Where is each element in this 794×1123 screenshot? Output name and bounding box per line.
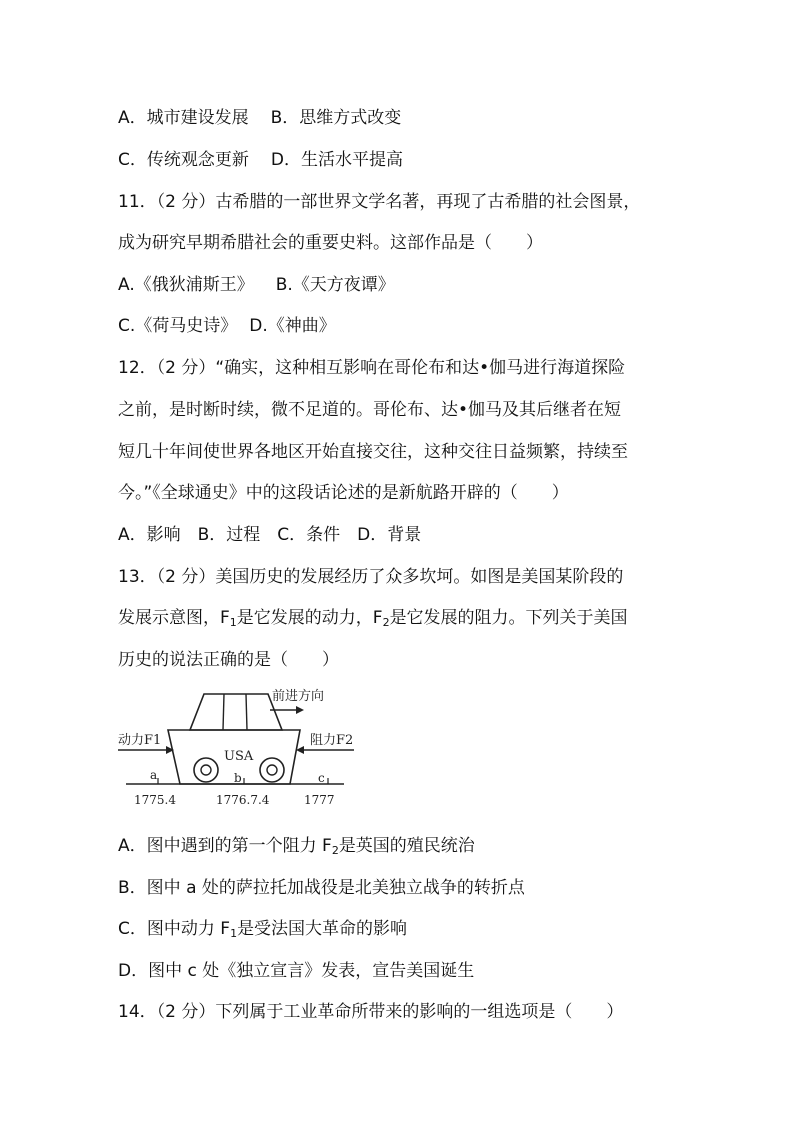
q11-stem-line-1: 11．（2 分）古希腊的一部世界文学名著，再现了古希腊的社会图景， <box>118 192 641 212</box>
q13-option-a-part2: 是英国的殖民统治 <box>338 836 475 856</box>
wheel-left <box>194 758 218 782</box>
q11-option-b[interactable]: B.《天方夜谭》 <box>275 275 395 295</box>
q11-option-d[interactable]: D.《神曲》 <box>249 316 336 336</box>
q13-option-c-part1: C．图中动力 F <box>118 919 231 939</box>
force2-label: 阻力F2 <box>310 733 354 748</box>
point-c-label: c <box>318 771 325 785</box>
q14-stem-line-1: 14．（2 分）下列属于工业革命所带来的影响的一组选项是（ ） <box>118 1002 624 1022</box>
force1-label: 动力F1 <box>118 733 162 748</box>
q11-option-a[interactable]: A.《俄狄浦斯王》 <box>118 275 254 295</box>
q12-options[interactable]: A．影响 B．过程 C．条件 D．背景 <box>118 525 422 545</box>
subscript-2: 2 <box>382 616 390 629</box>
q13-option-a-part1: A．图中遇到的第一个阻力 F <box>118 836 332 856</box>
car-window-divider-1 <box>223 694 224 730</box>
car-window-divider-2 <box>246 694 247 730</box>
q11-options-row-2 <box>118 314 336 338</box>
q13-option-d[interactable]: D．图中 c 处《独立宣言》发表，宣告美国诞生 <box>118 961 475 981</box>
q10-option-d[interactable]: D．生活水平提高 <box>270 150 403 170</box>
car-label: USA <box>224 749 254 764</box>
q10-options-row-1 <box>118 106 401 130</box>
point-a-label: a <box>150 768 158 782</box>
q13-option-b[interactable]: B．图中 a 处的萨拉托加战役是北美独立战争的转折点 <box>118 878 525 898</box>
q13-option-c-part2: 是受法国大革命的影响 <box>237 919 408 939</box>
q12-stem-line-4: 今。”《全球通史》中的这段话论述的是新航路开辟的（ ） <box>118 483 569 503</box>
point-b-label: b <box>234 771 242 785</box>
subscript-c: 1 <box>230 927 238 940</box>
direction-arrow-head <box>296 706 304 714</box>
q12-stem-line-1: 12．（2 分）“确实，这种相互影响在哥伦布和达•伽马进行海道探险 <box>118 358 626 378</box>
wheel-right <box>260 758 284 782</box>
q13-stem-line-2 <box>118 606 628 635</box>
date-a: 1775.4 <box>134 793 176 807</box>
date-c: 1777 <box>304 793 335 807</box>
q12-stem-line-2: 之前，是时断时续，微不足道的。哥伦布、达•伽马及其后继者在短 <box>118 400 622 420</box>
q11-stem-line-2: 成为研究早期希腊社会的重要史料。这部作品是（ ） <box>118 233 543 253</box>
q11-options-row-1 <box>118 273 395 297</box>
q10-option-a[interactable]: A．城市建设发展 <box>118 108 249 128</box>
direction-label: 前进方向 <box>272 689 325 704</box>
car-roof <box>190 694 282 730</box>
q12-stem-line-3: 短几十年间使世界各地区开始直接交往，这种交往日益频繁，持续至 <box>118 442 628 462</box>
date-b: 1776.7.4 <box>216 793 270 807</box>
q13-line2-part2: 是它发展的动力，F <box>236 608 383 628</box>
q13-option-a[interactable] <box>118 834 475 863</box>
q13-line2-part1: 发展示意图，F <box>118 608 230 628</box>
q13-option-c[interactable] <box>118 917 407 946</box>
q11-option-c[interactable]: C.《荷马史诗》 <box>118 316 238 336</box>
usa-development-diagram <box>118 682 358 810</box>
q13-line2-part3: 是它发展的阻力。下列关于美国 <box>389 608 628 628</box>
subscript-1: 1 <box>229 616 237 629</box>
q13-stem-line-3: 历史的说法正确的是（ ） <box>118 650 339 670</box>
subscript-a: 2 <box>331 844 339 857</box>
q10-option-c[interactable]: C．传统观念更新 <box>118 150 249 170</box>
q10-options-row-2 <box>118 148 403 172</box>
q13-stem-line-1: 13．（2 分）美国历史的发展经历了众多坎坷。如图是美国某阶段的 <box>118 567 624 587</box>
q10-option-b[interactable]: B．思维方式改变 <box>270 108 402 128</box>
